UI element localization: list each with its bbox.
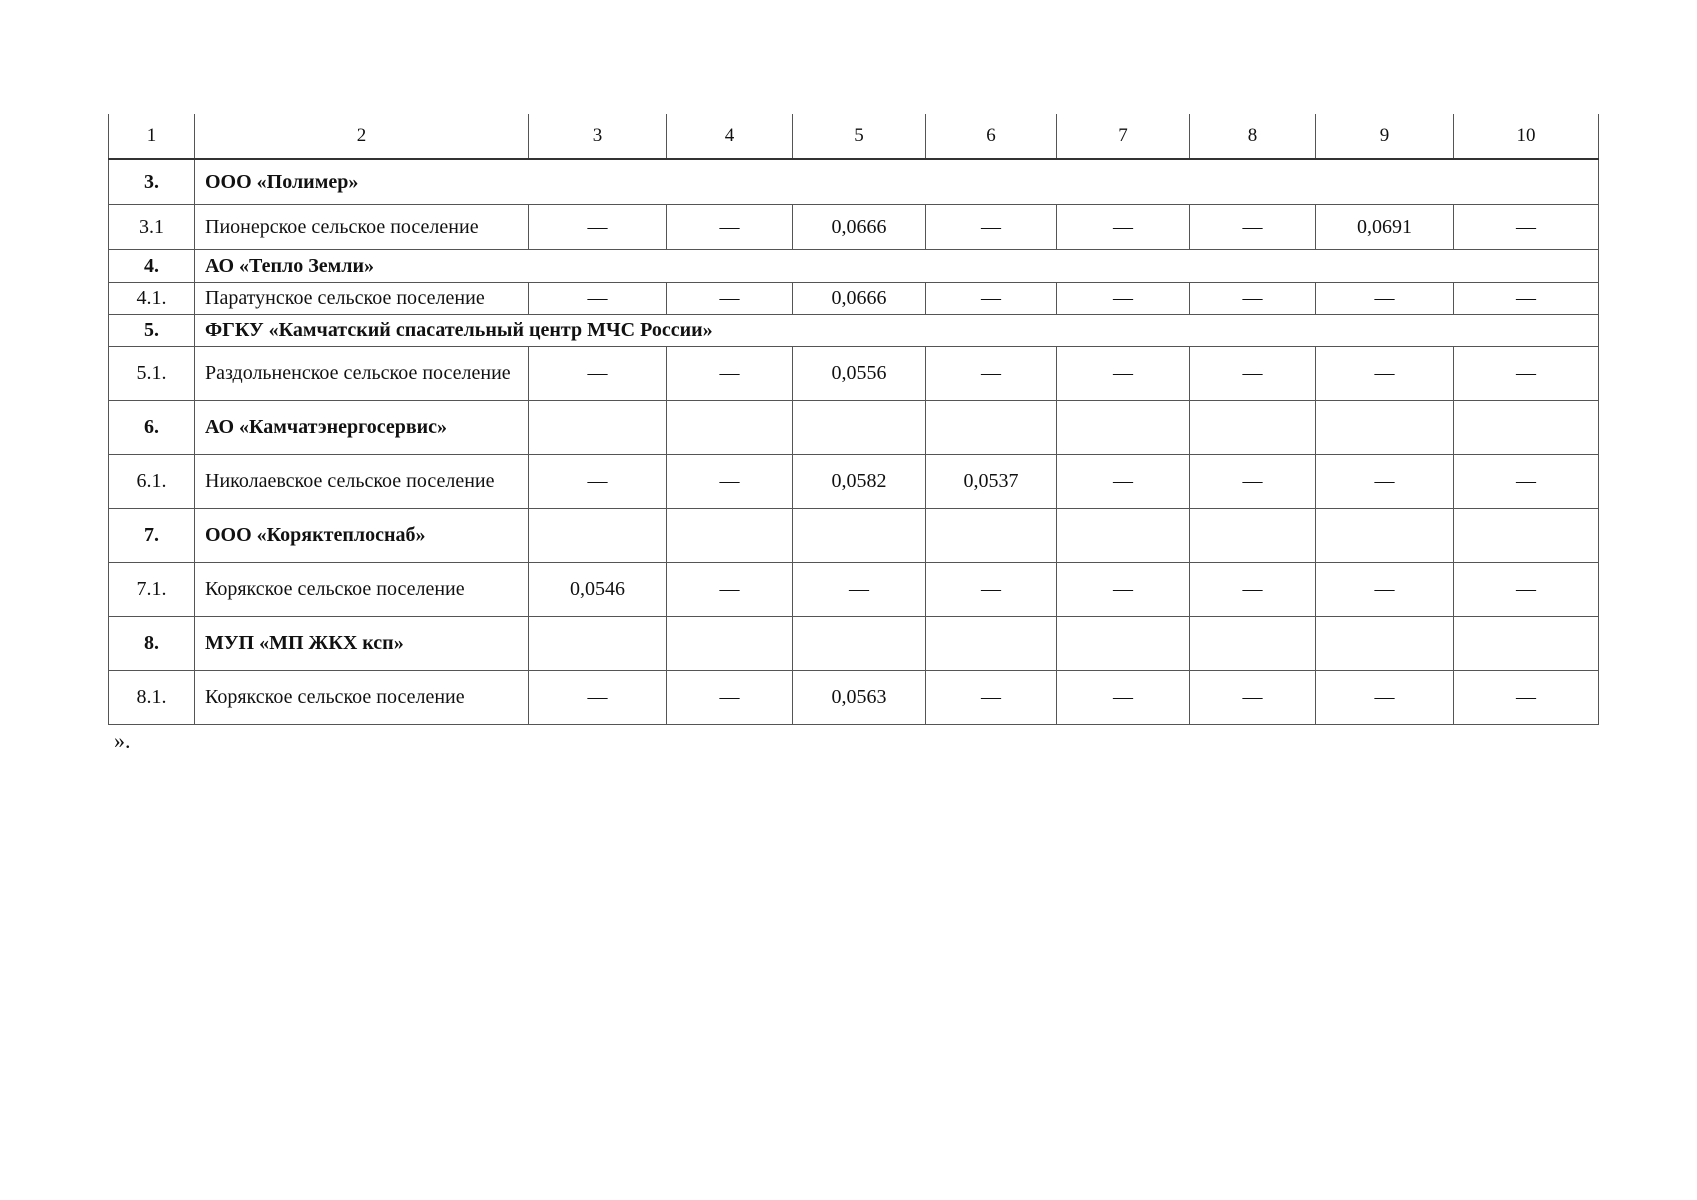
value-cell: — — [667, 562, 793, 616]
row-number: 4. — [109, 249, 195, 282]
organization-name: ООО «Полимер» — [195, 159, 1599, 204]
value-cell: 0,0537 — [926, 454, 1057, 508]
row-number: 7. — [109, 508, 195, 562]
value-cell: — — [1454, 562, 1599, 616]
column-number-row — [109, 114, 1599, 159]
settlement-name: Корякское сельское поселение — [195, 562, 529, 616]
value-cell — [926, 616, 1057, 670]
column-header: 1 — [109, 114, 195, 159]
organization-name: МУП «МП ЖКХ ксп» — [195, 616, 529, 670]
value-cell — [1454, 616, 1599, 670]
organization-name: ФГКУ «Камчатский спасательный центр МЧС России» — [195, 314, 1599, 346]
row-number: 3.1 — [109, 204, 195, 249]
value-cell: — — [926, 204, 1057, 249]
organization-name: АО «Тепло Земли» — [195, 249, 1599, 282]
value-cell: 0,0666 — [793, 282, 926, 314]
value-cell — [926, 400, 1057, 454]
value-cell — [926, 508, 1057, 562]
column-header: 4 — [667, 114, 793, 159]
value-cell — [1190, 508, 1316, 562]
value-cell — [1190, 400, 1316, 454]
value-cell: — — [1190, 282, 1316, 314]
value-cell: — — [529, 670, 667, 724]
value-cell: — — [926, 562, 1057, 616]
value-cell: — — [1454, 282, 1599, 314]
organization-row — [109, 249, 1599, 282]
settlement-name: Пионерское сельское поселение — [195, 204, 529, 249]
settlement-row — [109, 454, 1599, 508]
column-header: 2 — [195, 114, 529, 159]
value-cell: — — [667, 670, 793, 724]
organization-row — [109, 400, 1599, 454]
value-cell: — — [1454, 670, 1599, 724]
value-cell: — — [667, 282, 793, 314]
closing-quote: ». — [114, 728, 131, 753]
value-cell — [1454, 400, 1599, 454]
value-cell: 0,0666 — [793, 204, 926, 249]
value-cell: — — [1316, 562, 1454, 616]
value-cell: 0,0563 — [793, 670, 926, 724]
value-cell: 0,0546 — [529, 562, 667, 616]
settlement-name: Раздольненское сельское поселение — [195, 346, 529, 400]
value-cell — [667, 616, 793, 670]
table-body — [109, 114, 1599, 724]
value-cell: 0,0691 — [1316, 204, 1454, 249]
value-cell: 0,0582 — [793, 454, 926, 508]
value-cell: — — [1190, 562, 1316, 616]
settlement-row — [109, 670, 1599, 724]
value-cell — [1057, 616, 1190, 670]
value-cell: — — [1190, 204, 1316, 249]
value-cell: — — [667, 454, 793, 508]
value-cell: — — [1316, 454, 1454, 508]
value-cell — [793, 508, 926, 562]
row-number: 4.1. — [109, 282, 195, 314]
value-cell: — — [1316, 670, 1454, 724]
settlement-name: Паратунское сельское поселение — [195, 282, 529, 314]
settlement-row — [109, 282, 1599, 314]
organization-row — [109, 314, 1599, 346]
value-cell: — — [1057, 346, 1190, 400]
organization-row — [109, 159, 1599, 204]
organization-row — [109, 616, 1599, 670]
tariff-table — [108, 114, 1599, 725]
value-cell: — — [1190, 346, 1316, 400]
value-cell — [1316, 400, 1454, 454]
value-cell — [1316, 616, 1454, 670]
value-cell: — — [529, 282, 667, 314]
value-cell — [793, 616, 926, 670]
value-cell: — — [529, 346, 667, 400]
value-cell — [529, 616, 667, 670]
column-header: 5 — [793, 114, 926, 159]
value-cell — [529, 400, 667, 454]
value-cell: — — [926, 282, 1057, 314]
value-cell: — — [926, 670, 1057, 724]
settlement-name: Корякское сельское поселение — [195, 670, 529, 724]
column-header: 7 — [1057, 114, 1190, 159]
value-cell — [793, 400, 926, 454]
column-header: 3 — [529, 114, 667, 159]
row-number: 8.1. — [109, 670, 195, 724]
value-cell: — — [1454, 454, 1599, 508]
value-cell: — — [926, 346, 1057, 400]
organization-name: ООО «Коряктеплоснаб» — [195, 508, 529, 562]
value-cell: — — [793, 562, 926, 616]
value-cell: — — [1316, 282, 1454, 314]
value-cell: — — [1057, 282, 1190, 314]
value-cell: — — [667, 346, 793, 400]
column-header: 10 — [1454, 114, 1599, 159]
value-cell: — — [1057, 204, 1190, 249]
row-number: 6. — [109, 400, 195, 454]
value-cell — [1057, 400, 1190, 454]
settlement-row — [109, 346, 1599, 400]
value-cell — [1190, 616, 1316, 670]
value-cell: — — [1454, 346, 1599, 400]
value-cell: — — [1057, 454, 1190, 508]
settlement-row — [109, 204, 1599, 249]
value-cell: — — [529, 454, 667, 508]
value-cell: — — [1057, 562, 1190, 616]
value-cell: — — [1190, 454, 1316, 508]
value-cell: — — [1316, 346, 1454, 400]
value-cell: — — [1190, 670, 1316, 724]
value-cell: — — [667, 204, 793, 249]
value-cell — [667, 400, 793, 454]
column-header: 6 — [926, 114, 1057, 159]
row-number: 3. — [109, 159, 195, 204]
organization-row — [109, 508, 1599, 562]
value-cell: — — [1454, 204, 1599, 249]
value-cell — [529, 508, 667, 562]
value-cell — [1316, 508, 1454, 562]
row-number: 5.1. — [109, 346, 195, 400]
value-cell: — — [529, 204, 667, 249]
column-header: 8 — [1190, 114, 1316, 159]
value-cell: — — [1057, 670, 1190, 724]
value-cell — [1057, 508, 1190, 562]
value-cell: 0,0556 — [793, 346, 926, 400]
settlement-row — [109, 562, 1599, 616]
settlement-name: Николаевское сельское поселение — [195, 454, 529, 508]
value-cell — [1454, 508, 1599, 562]
column-header: 9 — [1316, 114, 1454, 159]
row-number: 6.1. — [109, 454, 195, 508]
row-number: 8. — [109, 616, 195, 670]
row-number: 7.1. — [109, 562, 195, 616]
value-cell — [667, 508, 793, 562]
organization-name: АО «Камчатэнергосервис» — [195, 400, 529, 454]
row-number: 5. — [109, 314, 195, 346]
